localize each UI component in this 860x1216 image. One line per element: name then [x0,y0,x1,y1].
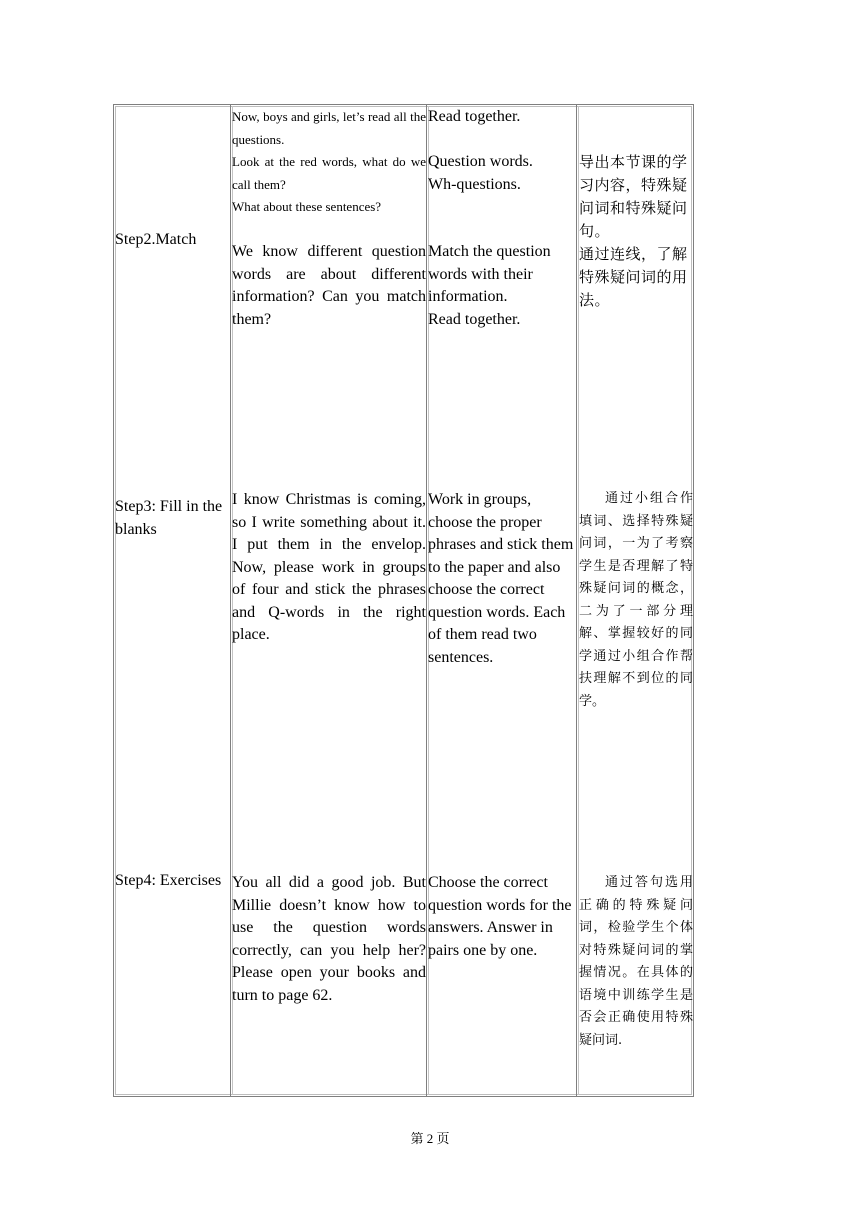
step-label: Step2.Match [115,231,197,248]
purpose-line: 通过连线，了解特殊疑问词的用法。 [579,245,688,309]
purpose-text: 通过答句选用正确的特殊疑问词，检验学生个体对特殊疑问词的掌握情况。在具体的语境中训练学生是否会正确使用特殊疑问词. [579,875,693,1048]
purpose-cell [579,151,693,312]
teacher-activity-cell [232,106,426,219]
student-text: Work in groups, choose the proper phrases and stick them to the paper and also choose the correct question words. Each of them read two sentences. [428,491,574,666]
student-text: Choose the correct question words for the answers. Answer in pairs one by one. [428,874,572,959]
teacher-line: Look at the red words, what do we call them? [232,154,426,192]
page-number: 第 2 页 [410,1131,450,1146]
column-divider [426,104,427,1097]
student-activity-cell [428,151,576,196]
student-line: Read together. [428,108,521,125]
student-line: Question words. [428,153,533,170]
teacher-text: We know different question words are about different information? Can you match them? [232,243,426,328]
student-line: Match the question words with their information. [428,243,551,305]
student-activity-cell [428,106,576,129]
student-line: Read together. [428,310,521,328]
purpose-line: 导出本节课的学习内容，特殊疑问词和特殊疑问句。 [579,153,688,240]
column-divider [230,104,231,1097]
student-activity-cell [428,241,576,331]
step-label: Step3: Fill in the blanks [115,498,223,538]
step-label: Step4: Exercises [115,872,222,889]
student-line: Wh-questions. [428,175,521,193]
teacher-line: What about these sentences? [232,199,382,214]
teacher-text: You all did a good job. But Millie doesn’t know how to use the question words correctly, can you help her? Please open your books and turn to page 62. [232,874,426,1004]
teacher-line: Now, boys and girls, let’s read all the questions. [232,109,426,147]
column-divider [576,104,577,1097]
teacher-text: I know Christmas is coming, so I write something about it. I put them in the envelop. Now, please work in groups of four and stick the phrases and Q-words in the right place. [232,491,426,643]
purpose-text: 通过小组合作填词、选择特殊疑问词，一为了考察学生是否理解了特殊疑问词的概念，二为了一部分理解、掌握较好的同学通过小组合作帮扶理解不到位的同学。 [579,491,693,709]
